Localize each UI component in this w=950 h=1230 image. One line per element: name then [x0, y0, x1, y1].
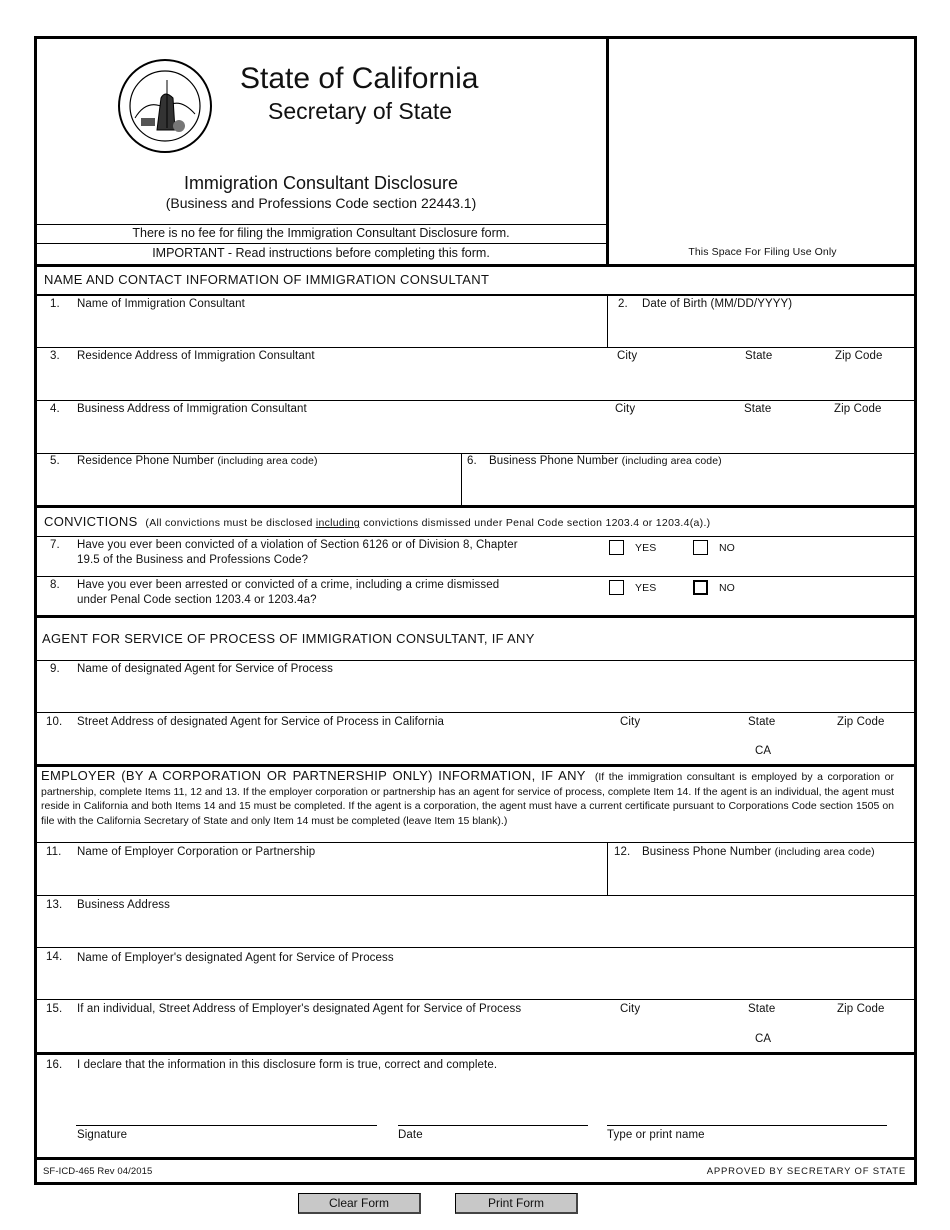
city-label: City: [617, 350, 638, 362]
employer-name-field[interactable]: [40, 864, 602, 892]
state-label: State: [748, 716, 776, 728]
section-title-agent: AGENT FOR SERVICE OF PROCESS OF IMMIGRATION CONSULTANT, IF ANY: [42, 631, 535, 646]
agent-state-value[interactable]: CA: [755, 745, 772, 757]
residence-phone-field[interactable]: [40, 473, 456, 501]
employer-agent-name-field[interactable]: [40, 967, 910, 995]
item-number: 11.: [46, 846, 62, 858]
employer-name-label: Name of Employer Corporation or Partnership: [77, 846, 316, 858]
business-phone-field[interactable]: [466, 473, 912, 501]
state-seal: [117, 58, 213, 154]
section-title-convictions: CONVICTIONS (All convictions must be disclosed including convictions dismissed under Penal Code section 1203.4 or 1203.4(a).): [44, 514, 711, 529]
clear-form-button[interactable]: Clear Form: [298, 1193, 421, 1214]
item-number: 5.: [50, 455, 60, 467]
item-number: 12.: [614, 846, 631, 858]
city-label: City: [620, 1003, 641, 1015]
important-notice: IMPORTANT - Read instructions before completing this form.: [152, 246, 490, 260]
item-number: 6.: [467, 455, 477, 467]
business-address-label: Business Address of Immigration Consultant: [77, 403, 307, 415]
employer-agent-name-label: Name of Employer's designated Agent for Service of Process: [77, 952, 394, 964]
dob-field[interactable]: [612, 314, 912, 344]
business-phone-label: Business Phone Number (including area code): [489, 455, 722, 467]
item-number: 14.: [46, 951, 63, 963]
item-number: 7.: [50, 539, 60, 551]
business-address-field[interactable]: [40, 420, 910, 448]
print-name-line[interactable]: [607, 1125, 887, 1126]
zip-label: Zip Code: [835, 350, 883, 362]
employer-phone-field[interactable]: [612, 864, 912, 892]
divider: [36, 243, 608, 244]
print-name-label: Type or print name: [607, 1129, 705, 1141]
no-label: NO: [719, 542, 735, 554]
q7-no-checkbox[interactable]: [693, 540, 708, 555]
divider: [606, 36, 609, 266]
residence-address-label: Residence Address of Immigration Consultant: [77, 350, 315, 362]
date-label: Date: [398, 1129, 423, 1141]
page-subtitle: Secretary of State: [268, 98, 453, 124]
state-label: State: [748, 1003, 776, 1015]
agent-name-field[interactable]: [40, 680, 910, 708]
city-label: City: [620, 716, 641, 728]
page-title: State of California: [240, 62, 479, 95]
signature-line[interactable]: [76, 1125, 377, 1126]
item-number: 13.: [46, 899, 63, 911]
item-number: 4.: [50, 403, 60, 415]
item-number: 10.: [46, 716, 63, 728]
q7-yes-checkbox[interactable]: [609, 540, 624, 555]
section-title-contact: NAME AND CONTACT INFORMATION OF IMMIGRATION CONSULTANT: [44, 272, 490, 287]
consultant-name-label: Name of Immigration Consultant: [77, 298, 245, 310]
question-8-text: under Penal Code section 1203.4 or 1203.4a?: [77, 594, 317, 606]
filing-space-label: This Space For Filing Use Only: [688, 246, 837, 258]
state-label: State: [744, 403, 772, 415]
agent-name-label: Name of designated Agent for Service of Process: [77, 663, 333, 675]
form-code: (Business and Professions Code section 22443.1): [165, 195, 477, 211]
zip-label: Zip Code: [837, 1003, 885, 1015]
consultant-name-field[interactable]: [40, 314, 602, 344]
form-id: SF-ICD-465 Rev 04/2015: [43, 1166, 153, 1177]
yes-label: YES: [635, 582, 657, 594]
form-title: Immigration Consultant Disclosure: [183, 173, 459, 193]
zip-label: Zip Code: [834, 403, 882, 415]
yes-label: YES: [635, 542, 657, 554]
date-line[interactable]: [398, 1125, 588, 1126]
item-number: 16.: [46, 1059, 63, 1071]
item-number: 3.: [50, 350, 60, 362]
no-label: NO: [719, 582, 735, 594]
item-number: 9.: [50, 663, 60, 675]
declaration-text: I declare that the information in this disclosure form is true, correct and complete.: [77, 1059, 498, 1071]
section-title-employer: EMPLOYER (BY A CORPORATION OR PARTNERSHIP ONLY) INFORMATION, IF ANY: [41, 768, 586, 783]
employer-address-label: Business Address: [77, 899, 171, 911]
item-number: 15.: [46, 1003, 63, 1015]
employer-section-header: [41, 769, 894, 828]
print-form-button[interactable]: Print Form: [455, 1193, 578, 1214]
item-number: 1.: [50, 298, 60, 310]
residence-address-field[interactable]: [40, 368, 910, 396]
employer-instructions: (If the immigration consultant is employed by a corporation or partnership, complete Items 11, 12 and 13. If the employer corporation or partnership has an agent for service of process, complete Item 14. If the agent is an individual, the agent must reside in California and both Items 14 and 15 must be completed. If the agent is a corporation, the agent must have a current certificate pursuant to Corporations Code section 1505 on file with the California Secretary of State and only Item 14 must be completed (leave Item 15 blank).): [41, 771, 895, 827]
approval-text: APPROVED BY SECRETARY OF STATE: [706, 1166, 906, 1177]
zip-label: Zip Code: [837, 716, 885, 728]
question-7-text: 19.5 of the Business and Professions Code?: [77, 554, 309, 566]
dob-label: Date of Birth (MM/DD/YYYY): [642, 298, 793, 310]
divider: [36, 224, 608, 225]
residence-phone-label: Residence Phone Number (including area code): [77, 455, 318, 467]
employer-agent-state-value[interactable]: CA: [755, 1033, 772, 1045]
q8-no-checkbox[interactable]: [693, 580, 708, 595]
q8-yes-checkbox[interactable]: [609, 580, 624, 595]
employer-phone-label: Business Phone Number (including area code): [642, 846, 875, 858]
no-fee-notice: There is no fee for filing the Immigration Consultant Disclosure form.: [132, 226, 510, 240]
employer-address-field[interactable]: [40, 915, 910, 943]
agent-address-label: Street Address of designated Agent for Service of Process in California: [77, 716, 444, 728]
question-8-text: Have you ever been arrested or convicted of a crime, including a crime dismissed: [77, 579, 500, 591]
signature-label: Signature: [77, 1129, 128, 1141]
item-number: 2.: [618, 298, 628, 310]
item-number: 8.: [50, 579, 60, 591]
state-label: State: [745, 350, 773, 362]
question-7-text: Have you ever been convicted of a violation of Section 6126 or of Division 8, Chapter: [77, 539, 518, 551]
employer-agent-address-label: If an individual, Street Address of Employer's designated Agent for Service of Process: [77, 1003, 522, 1015]
city-label: City: [615, 403, 636, 415]
